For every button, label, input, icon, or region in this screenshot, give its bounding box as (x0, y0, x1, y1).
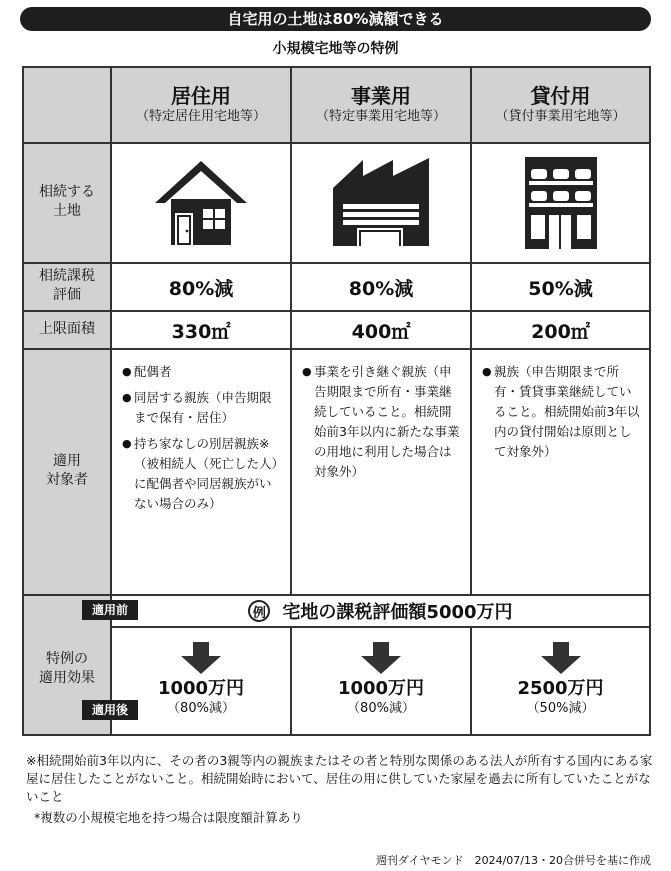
row-label-limit: 上限面積 (39, 320, 95, 337)
col-title: 居住用 (171, 84, 231, 108)
list-item: ● 同居する親族（申告期限まで保有・居住） (122, 390, 272, 425)
col-header-residential (112, 68, 290, 142)
effect-rental (472, 628, 649, 734)
col-header-rental (472, 68, 649, 142)
after-amount: 1000万円 (157, 678, 245, 699)
title-banner: 自宅用の土地は80%減額できる (20, 7, 651, 31)
example-text: 宅地の課税評価額5000万円 (282, 602, 513, 623)
after-percent: （80%減） (347, 701, 415, 716)
down-arrow-icon (181, 642, 221, 674)
apartment-icon (472, 144, 649, 262)
down-arrow-icon (541, 642, 581, 674)
col-subtitle: （特定居住用宅地等） (135, 109, 266, 124)
valuation-residential: 80%減 (168, 277, 234, 300)
row-label-land: 相続する 土地 (39, 184, 95, 219)
example-row (112, 596, 649, 626)
after-tag: 適用後 (82, 700, 138, 720)
before-tag: 適用前 (82, 600, 138, 620)
row-label-valuation: 相続課税 評価 (39, 268, 95, 303)
after-percent: （50%減） (526, 701, 595, 716)
col-header-business (292, 68, 470, 142)
comparison-table (22, 66, 651, 736)
factory-icon (292, 144, 470, 262)
example-mark: 例 (248, 600, 270, 622)
col-subtitle: （貸付事業用宅地等） (495, 109, 626, 124)
list-item: ● 持ち家なしの別居親族※（被相続人（死亡した人）に配偶者や同居親族がいない場合のみ） (122, 436, 278, 511)
effect-residential (112, 628, 290, 734)
source-credit: 週刊ダイヤモンド 2024/07/13・20合併号を基に作成 (375, 854, 651, 867)
list-item: ● 事業を引き継ぐ親族（申告期限まで所有・事業継続していること。相続開始前3年以内に新たな事業の用地に利用した場合は対象外） (302, 364, 460, 479)
effect-business (292, 628, 470, 734)
footnote-2: *複数の小規模宅地を持つ場合は限度額計算あり (34, 810, 303, 825)
col-title: 事業用 (351, 84, 411, 108)
valuation-rental: 50%減 (528, 277, 593, 300)
limit-rental: 200㎡ (531, 320, 590, 343)
row-label-target: 適用 対象者 (46, 453, 88, 488)
targets-business (292, 350, 470, 594)
limit-residential: 330㎡ (171, 320, 231, 343)
col-subtitle: （特定事業用宅地等） (315, 109, 446, 124)
col-title: 貸付用 (530, 84, 591, 108)
after-percent: （80%減） (167, 701, 235, 716)
targets-residential (112, 350, 290, 594)
after-amount: 1000万円 (337, 678, 425, 699)
row-label-effect: 特例の 適用効果 (39, 651, 95, 686)
list-item: ● 親族（申告期限まで所有・賃貸事業継続していること。相続開始前3年以内の貸付開始は原則として対象外） (482, 364, 640, 459)
list-item: ● 配偶者 (122, 364, 172, 379)
after-amount: 2500万円 (517, 678, 604, 699)
limit-business: 400㎡ (351, 320, 411, 343)
subtitle: 小規模宅地等の特例 (272, 41, 399, 57)
house-icon (112, 144, 290, 262)
footnote-1: ※相続開始前3年以内に、その者の3親等内の親族またはその者と特別な関係のある法人が所有する国内にある家屋に居住したことがないこと。相続開始時において、居住の用に供していた家屋を過去に所有していたことがないこと (26, 753, 653, 804)
valuation-business: 80%減 (348, 277, 414, 300)
down-arrow-icon (361, 642, 401, 674)
targets-rental (472, 350, 649, 594)
